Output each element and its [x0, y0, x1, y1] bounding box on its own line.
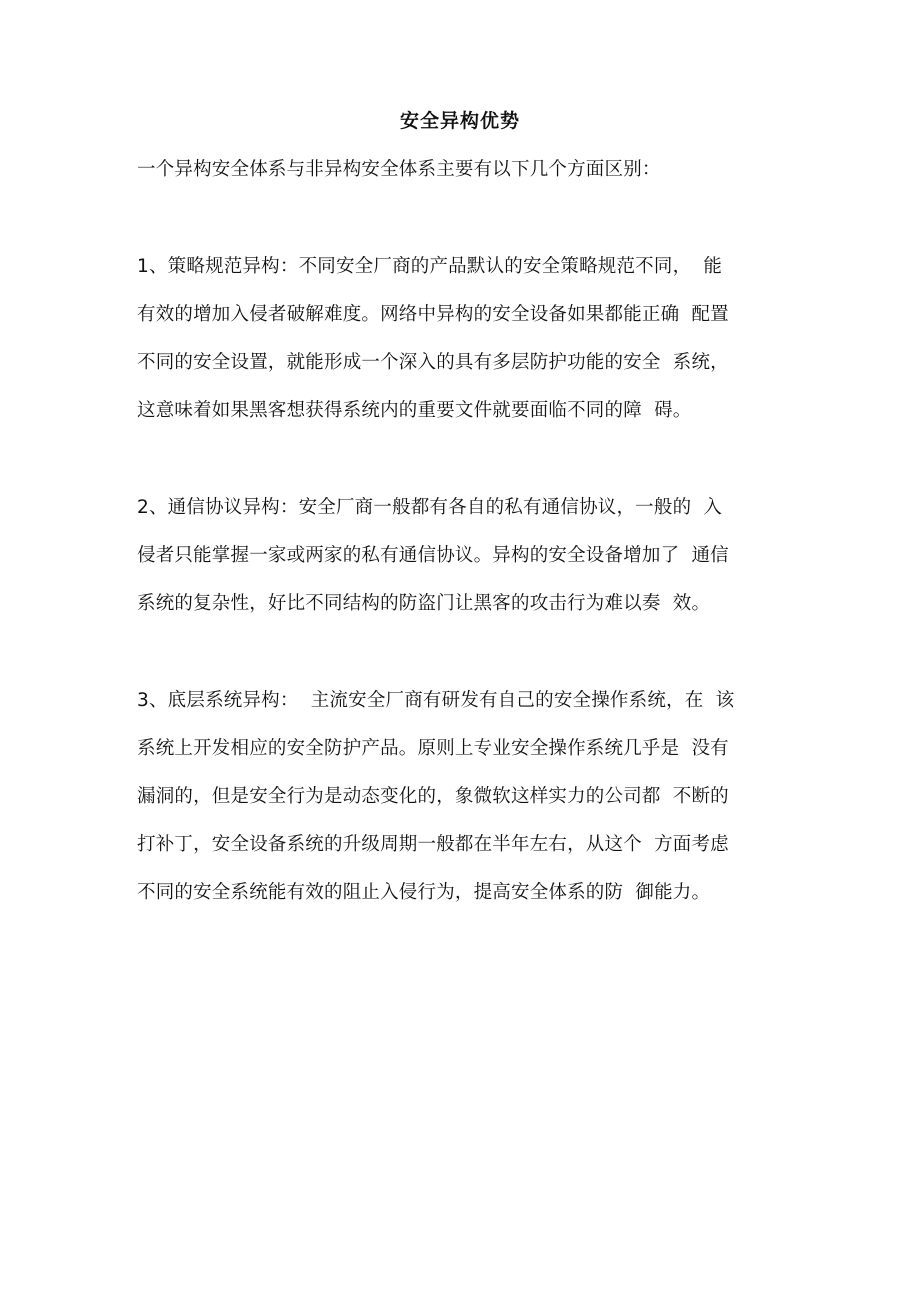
section-1-line-3: 不同的安全设置，就能形成一个深入的具有多层防护功能的安全 系统，	[137, 352, 729, 373]
section-3-line-5: 不同的安全系统能有效的阻止入侵行为，提高安全体系的防 御能力。	[137, 882, 711, 903]
section-2-line-1: 2、通信协议异构：安全厂商一般都有各自的私有通信协议，一般的 入	[137, 497, 723, 518]
document-title: 安全异构优势	[399, 110, 520, 132]
section-3-line-4: 打补丁，安全设备系统的升级周期一般都在半年左右，从这个 方面考虑	[137, 834, 729, 855]
section-1-line-1: 1、策略规范异构：不同安全厂商的产品默认的安全策略规范不同， 能	[137, 256, 723, 277]
intro-paragraph: 一个异构安全体系与非异构安全体系主要有以下几个方面区别：	[137, 159, 661, 180]
section-2-line-3: 系统的复杂性，好比不同结构的防盗门让黑客的攻击行为难以奏 效。	[137, 593, 711, 614]
section-2-line-2: 侵者只能掌握一家或两家的私有通信协议。异构的安全设备增加了 通信	[137, 545, 729, 566]
section-1-line-2: 有效的增加入侵者破解难度。网络中异构的安全设备如果都能正确 配置	[137, 304, 729, 325]
section-1-line-4: 这意味着如果黑客想获得系统内的重要文件就要面临不同的障 碍。	[137, 400, 692, 421]
section-3-line-1: 3、底层系统异构： 主流安全厂商有研发有自己的安全操作系统，在 该	[137, 690, 735, 711]
section-3-line-3: 漏洞的，但是安全行为是动态变化的，象微软这样实力的公司都 不断的	[137, 786, 729, 807]
section-3-line-2: 系统上开发相应的安全防护产品。原则上专业安全操作系统几乎是 没有	[137, 738, 729, 759]
